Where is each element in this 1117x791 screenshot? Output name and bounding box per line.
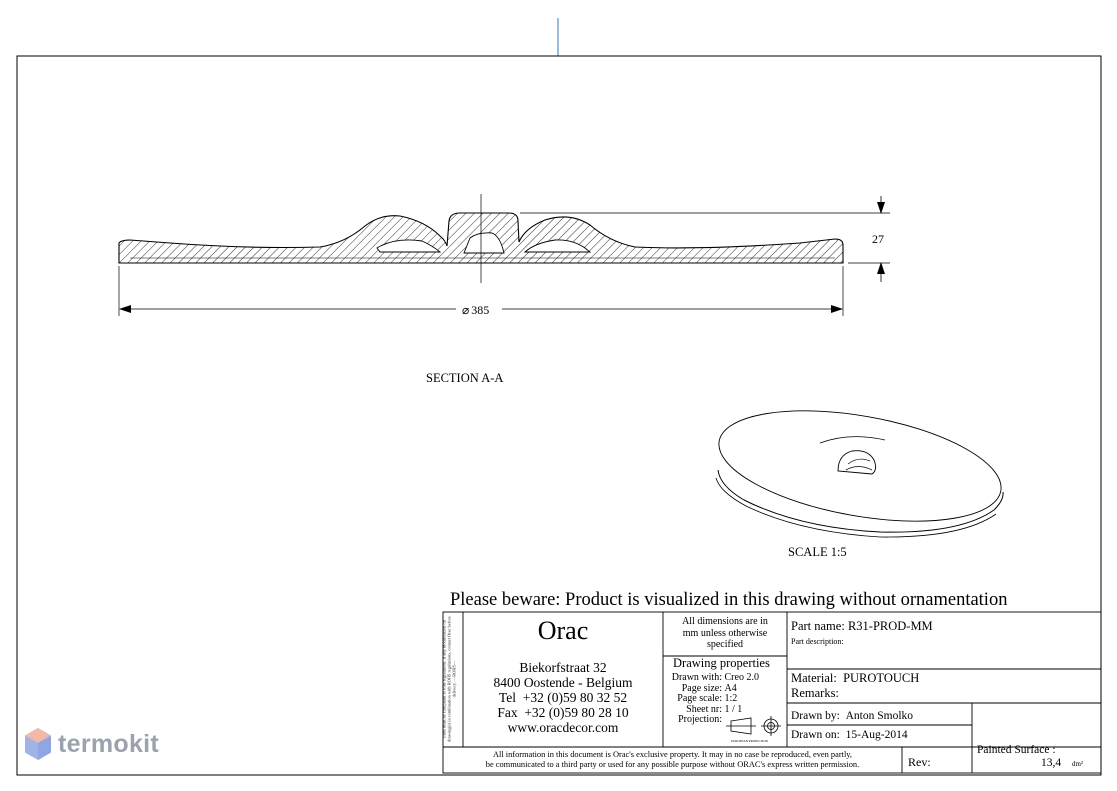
painted-surface-value: 13,4 xyxy=(1041,757,1062,769)
section-label: SECTION A-A xyxy=(426,371,504,385)
projection-caption: EUROPEAN PROJECTION xyxy=(731,739,768,743)
watermark-text: termokit xyxy=(58,729,160,758)
painted-surface-unit: dm² xyxy=(1072,760,1084,768)
company-fax: Fax +32 (0)59 80 28 10 xyxy=(497,705,629,720)
drawing-properties-heading: Drawing properties xyxy=(673,656,770,670)
painted-surface-label: Painted Surface : xyxy=(977,744,1056,756)
company-address-line2: 8400 Oostende - Belgium xyxy=(493,675,633,690)
company-name: Orac xyxy=(537,616,589,645)
units-note: All dimensions are in mm unless otherwise specified xyxy=(682,616,768,650)
isometric-view xyxy=(710,392,1009,540)
diameter-symbol: ⌀ xyxy=(462,303,470,317)
rohs-note: Parts must be compliant to rohs regulations. If any modification on drawing(s) in combination with ROHS regulations, contact Orac before delivery. —ROHS— xyxy=(441,616,457,742)
disclaimer: All information in this document is Orac's exclusive property. It may in no case be reproduced, even partly, be communicated to a third party or used for any possible purpose without ORAC's express written permission. xyxy=(485,750,860,769)
drawn-on: Drawn on: 15-Aug-2014 xyxy=(791,729,908,741)
company-phone: Tel +32 (0)59 80 32 52 xyxy=(498,690,628,705)
company-website[interactable]: www.oracdecor.com xyxy=(507,720,619,735)
company-address-line1: Biekorfstraat 32 xyxy=(519,660,607,675)
diameter-dimension-value: 385 xyxy=(471,303,490,317)
part-description-label: Part description: xyxy=(791,637,844,646)
part-name: Part name: R31-PROD-MM xyxy=(791,619,933,633)
diameter-dimension-label xyxy=(462,303,489,318)
material: Material: PUROTOUCH xyxy=(791,671,920,685)
height-dimension-value: 27 xyxy=(872,232,884,246)
hexagon-logo-icon xyxy=(24,727,52,761)
section-profile xyxy=(119,194,843,283)
ornamentation-notice: Please beware: Product is visualized in this drawing without ornamentation xyxy=(450,590,1008,610)
iso-scale-label: SCALE 1:5 xyxy=(788,545,847,559)
drawn-by: Drawn by: Anton Smolko xyxy=(791,710,914,722)
company-block xyxy=(463,616,663,735)
drawing-properties-list: Drawn with: Creo 2.0 Page size: A4 Page scale: 1:2 Sheet nr: 1 / 1 Projection: xyxy=(671,672,759,725)
watermark xyxy=(24,727,159,761)
remarks-label: Remarks: xyxy=(791,686,839,700)
rev-label: Rev: xyxy=(908,755,931,769)
